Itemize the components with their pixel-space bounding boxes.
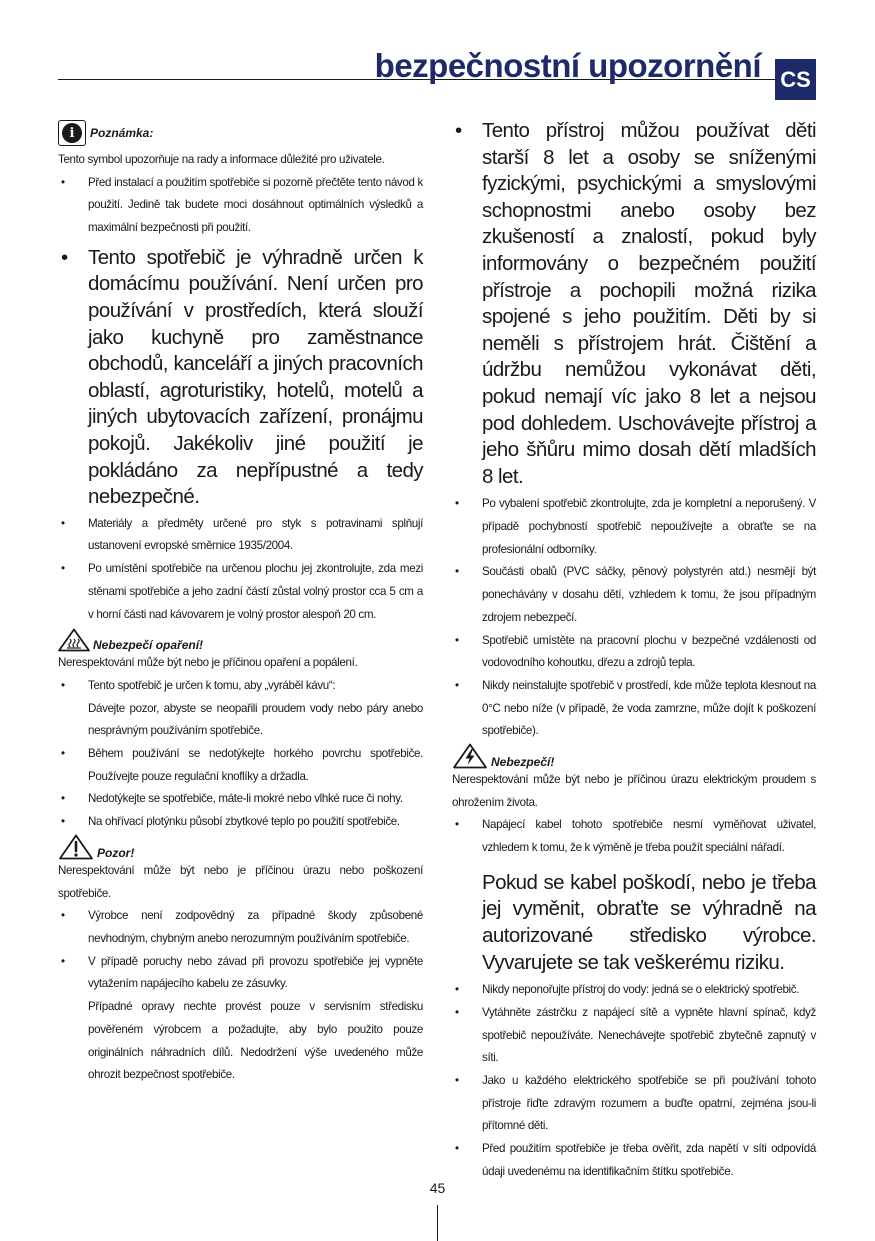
caution-label: Pozor! <box>97 845 135 860</box>
page-title: bezpečnostní upozornění <box>374 47 761 84</box>
exclamation-warning-icon <box>58 834 94 860</box>
list-item: • Před použitím spotřebiče je třeba ověřit, zda napětí v síti odpovídá údaji uvedenému na identifikačním štítku spotřebiče. <box>455 1142 816 1178</box>
burn-warning-heading <box>58 626 423 652</box>
list-item: • Napájecí kabel tohoto spotřebiče nesmí vyměňovat uživatel, vzhledem k tomu, že k výměně je třeba použít speciální nářadí. <box>455 818 816 855</box>
caution-heading <box>58 834 423 860</box>
right-column <box>452 118 816 1184</box>
burn-warning-label: Nebezpečí opaření! <box>93 638 204 653</box>
note-text: Tento symbol upozorňuje na rady a informace důležité pro uživatele. <box>58 153 385 166</box>
danger-heading <box>452 743 816 769</box>
caution-text: Nerespektování může být nebo je příčinou úrazu nebo poškození spotřebiče. <box>58 863 423 900</box>
list-item: • Po umístění spotřebiče na určenou plochu jej zkontrolujte, zda mezi stěnami spotřebiče a jeho zadní částí zůstal volný prostor cca 5 cm a v horní části nad kávovarem je volný prostor alespoň 20 cm. <box>61 562 423 621</box>
note-label: Poznámka: <box>90 126 154 140</box>
list-item: • Na ohřívací plotýnku působí zbytkové teplo po použití spotřebiče. <box>61 815 400 829</box>
burn-warning-text: Nerespektování může být nebo je příčinou opaření a popálení. <box>58 656 358 670</box>
list-item-continuation: Případné opravy nechte provést pouze v servisním středisku pověřeném výrobcem a požadujte, aby bylo použito pouze originálních náhradních dílů. Nedodržení výše uvedeného může ohrozit bezpečnost spotřebiče. <box>88 1000 423 1082</box>
list-item: • V případě poruchy nebo závad při provozu spotřebiče jej vypněte vytažením napájecího kabelu ze zásuvky. <box>61 954 423 991</box>
list-item: • Spotřebič umístěte na pracovní plochu v bezpečné vzdálenosti od vodovodního kohoutku, dřezu a zdrojů tepla. <box>455 633 816 670</box>
list-item: • Jako u každého elektrického spotřebiče se při používání tohoto přístroje řiďte zdravým rozumem a buďte opatrní, zejména jsou-li přítomné děti. <box>455 1074 816 1133</box>
list-item: • Nedotýkejte se spotřebiče, máte-li mokré nebo vlhké ruce či nohy. <box>61 792 403 806</box>
danger-text: Nerespektování může být nebo je příčinou úrazu elektrickým proudem s ohrožením života. <box>452 773 816 809</box>
list-item: • Součásti obalů (PVC sáčky, pěnový polystyrén atd.) nesmějí být ponechávány v dosahu dětí, vzhledem k tomu, že jsou případným zdrojem nebezpečí. <box>455 565 816 624</box>
note-heading <box>58 118 423 148</box>
list-item: • Nikdy neinstalujte spotřebič v prostředí, kde může teplota klesnout na 0°C nebo níže (v případě, že voda zamrzne, může dojít k poškození spotřebiče). <box>455 678 816 738</box>
list-item: • Materiály a předměty určené pro styk s potravinami splňují ustanovení evropské směrnice 1935/2004. <box>61 516 423 553</box>
list-item: • Před instalací a použitím spotřebiče si pozorně přečtěte tento návod k použití. Jedině tak budete moci dosáhnout optimálních výsledků a maximální bezpečnosti při použití. <box>61 175 423 235</box>
list-item-continuation: Dávejte pozor, abyste se neopařili proudem vody nebo páry anebo nesprávným používáním spotřebiče. <box>88 701 423 738</box>
hot-surface-warning-icon <box>58 628 90 652</box>
children-use-notice: • Tento přístroj můžou používat děti starší 8 let a osoby se sníženými fyzickými, psychickými a smyslovými schopnostmi anebo osoby bez zkušeností a znalostí, pokud byly informovány o bezpečném použití přístroje a pochopili možná rizika spojené s jeho použitím. Děti by si neměli s přístrojem hrát. Čištění a údržbu nemůžou vykonávat děti, pokud nemají víc jako 8 let a nejsou pod dohledem. Uschovávejte přístroj a jeho šňůru mimo dosah dětí mladších 8 let. <box>455 119 816 488</box>
home-use-notice: • Tento spotřebič je výhradně určen k domácímu používání. Není určen pro používání v prostředích, která slouží jako kuchyně pro zaměstnance obchodů, kanceláří a jiných pracovních oblastí, agroturistiky, hotelů, motelů a jiných ubytovacích zařízení, pronájmu pokojů. Jakékoliv jiné použití je pokládáno za nepřípustné a tedy nebezpečné. <box>61 245 423 509</box>
language-badge: CS <box>775 59 816 100</box>
cable-replacement-notice: Pokud se kabel poškodí, nebo je třeba jej vyměnit, obraťte se výhradně na autorizované středisko výrobce. Vyvarujete se tak veškerému riziku. <box>482 870 816 974</box>
list-item: • Během používání se nedotýkejte horkého povrchu spotřebiče. Používejte pouze regulační knoflíky a držadla. <box>61 747 423 783</box>
info-icon: i <box>58 120 86 146</box>
danger-label: Nebezpečí! <box>491 755 555 770</box>
page-number: 45 <box>429 1180 446 1196</box>
list-item: • Výrobce není zodpovědný za případné škody způsobené nevhodným, chybným anebo nerozumným používáním spotřebiče. <box>61 909 423 945</box>
left-column <box>58 118 423 1087</box>
electric-shock-warning-icon <box>452 743 488 769</box>
list-item: • Nikdy neponořujte přístroj do vody: jedná se o elektrický spotřebič. <box>455 983 800 997</box>
list-item: • Vytáhněte zástrčku z napájecí sítě a vypněte hlavní spínač, když spotřebič nepoužíváte. Nenechávejte spotřebič zbytečně zapnutý v síti. <box>455 1005 816 1065</box>
list-item: • Tento spotřebič je určen k tomu, aby „vyráběl kávu“: <box>61 678 336 692</box>
footer-rule <box>437 1205 438 1241</box>
list-item: • Po vybalení spotřebič zkontrolujte, zda je kompletní a neporušený. V případě pochybností spotřebič nepoužívejte a obraťte se na profesionální odborníky. <box>455 497 816 556</box>
